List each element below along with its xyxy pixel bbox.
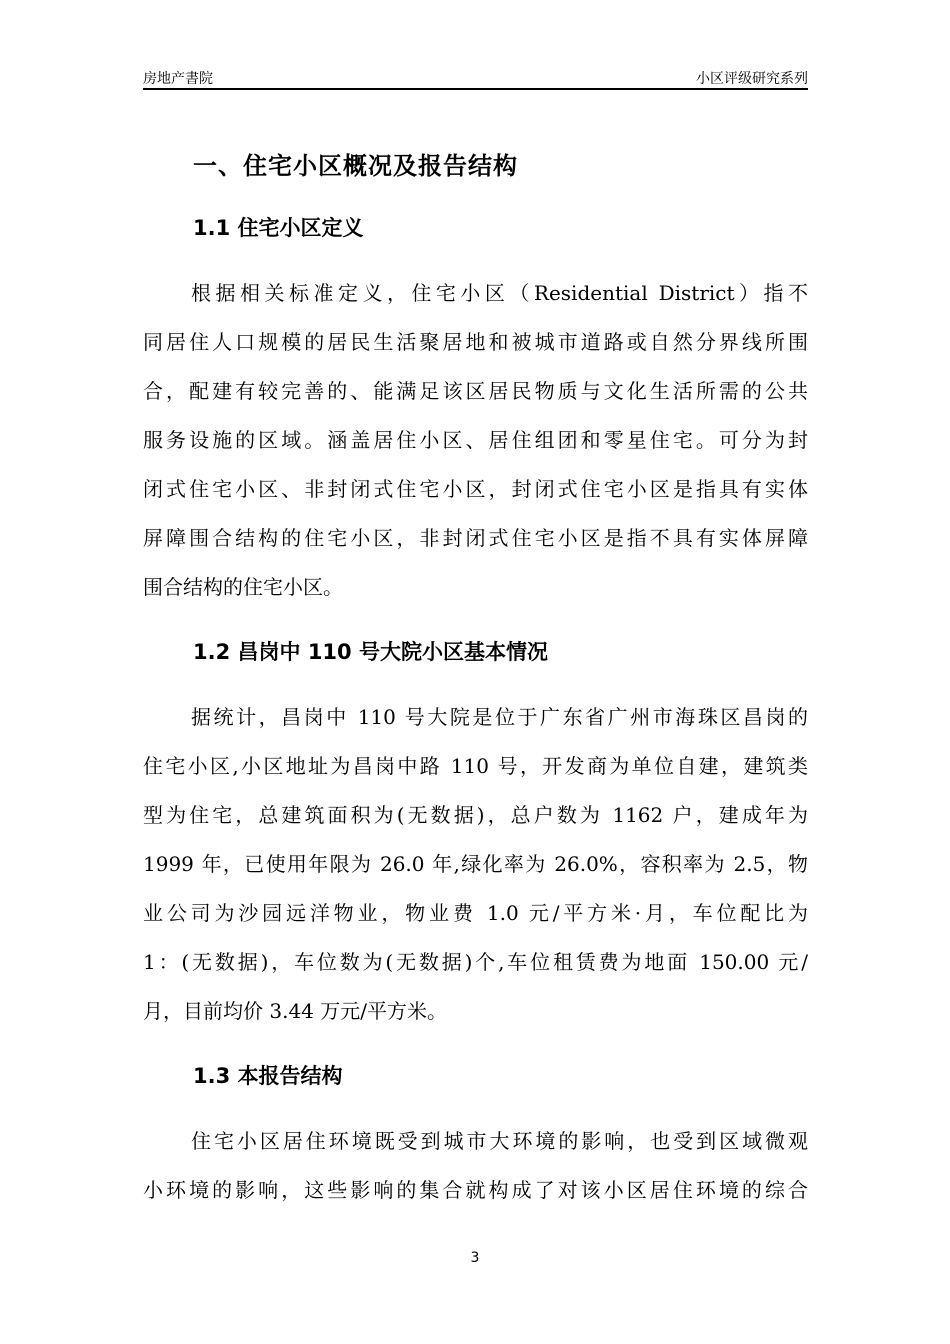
paragraph-line: 屏障围合结构的住宅小区，非封闭式住宅小区是指不具有实体屏障 xyxy=(143,526,808,550)
section-heading-1-2: 1.2 昌岗中 110 号大院小区基本情况 xyxy=(193,640,548,664)
paragraph-line: 小环境的影响，这些影响的集合就构成了对该小区居住环境的综合 xyxy=(143,1178,808,1202)
paragraph-line: 住宅小区,小区地址为昌岗中路 110 号，开发商为单位自建，建筑类 xyxy=(143,754,808,778)
paragraph-line: 围合结构的住宅小区。 xyxy=(143,575,343,599)
paragraph-line: 1999 年，已使用年限为 26.0 年,绿化率为 26.0%，容积率为 2.5，物 xyxy=(143,852,808,876)
paragraph-line: 合，配建有较完善的、能满足该区居民物质与文化生活所需的公共 xyxy=(143,379,808,403)
paragraph-line: 据统计，昌岗中 110 号大院是位于广东省广州市海珠区昌岗的 xyxy=(191,705,808,729)
paragraph-line: 同居住人口规模的居民生活聚居地和被城市道路或自然分界线所围 xyxy=(143,330,808,354)
paragraph-line: 闭式住宅小区、非封闭式住宅小区，封闭式住宅小区是指具有实体 xyxy=(143,477,808,501)
paragraph-line: 1：(无数据)，车位数为(无数据)个,车位租赁费为地面 150.00 元/ xyxy=(143,950,808,974)
page-number: 3 xyxy=(470,1250,480,1266)
section-heading-1-3: 1.3 本报告结构 xyxy=(193,1064,343,1088)
paragraph-line: 住宅小区居住环境既受到城市大环境的影响，也受到区域微观 xyxy=(191,1129,808,1153)
header-series-title: 小区评级研究系列 xyxy=(696,71,808,87)
paragraph-line: 服务设施的区域。涵盖居住小区、居住组团和零星住宅。可分为封 xyxy=(143,428,808,452)
chapter-title: 一、住宅小区概况及报告结构 xyxy=(193,152,518,180)
paragraph-line: 业公司为沙园远洋物业，物业费 1.0 元/平方米·月，车位配比为 xyxy=(143,901,808,925)
header-divider xyxy=(143,88,808,90)
paragraph-line: 月，目前均价 3.44 万元/平方米。 xyxy=(143,999,447,1023)
section-heading-1-1: 1.1 住宅小区定义 xyxy=(193,216,364,240)
paragraph-line: 根据相关标准定义，住宅小区（Residential District）指不 xyxy=(191,281,808,305)
running-header xyxy=(143,68,808,88)
header-publisher: 房地产書院 xyxy=(143,71,213,87)
paragraph-line: 型为住宅，总建筑面积为(无数据)，总户数为 1162 户，建成年为 xyxy=(143,803,808,827)
